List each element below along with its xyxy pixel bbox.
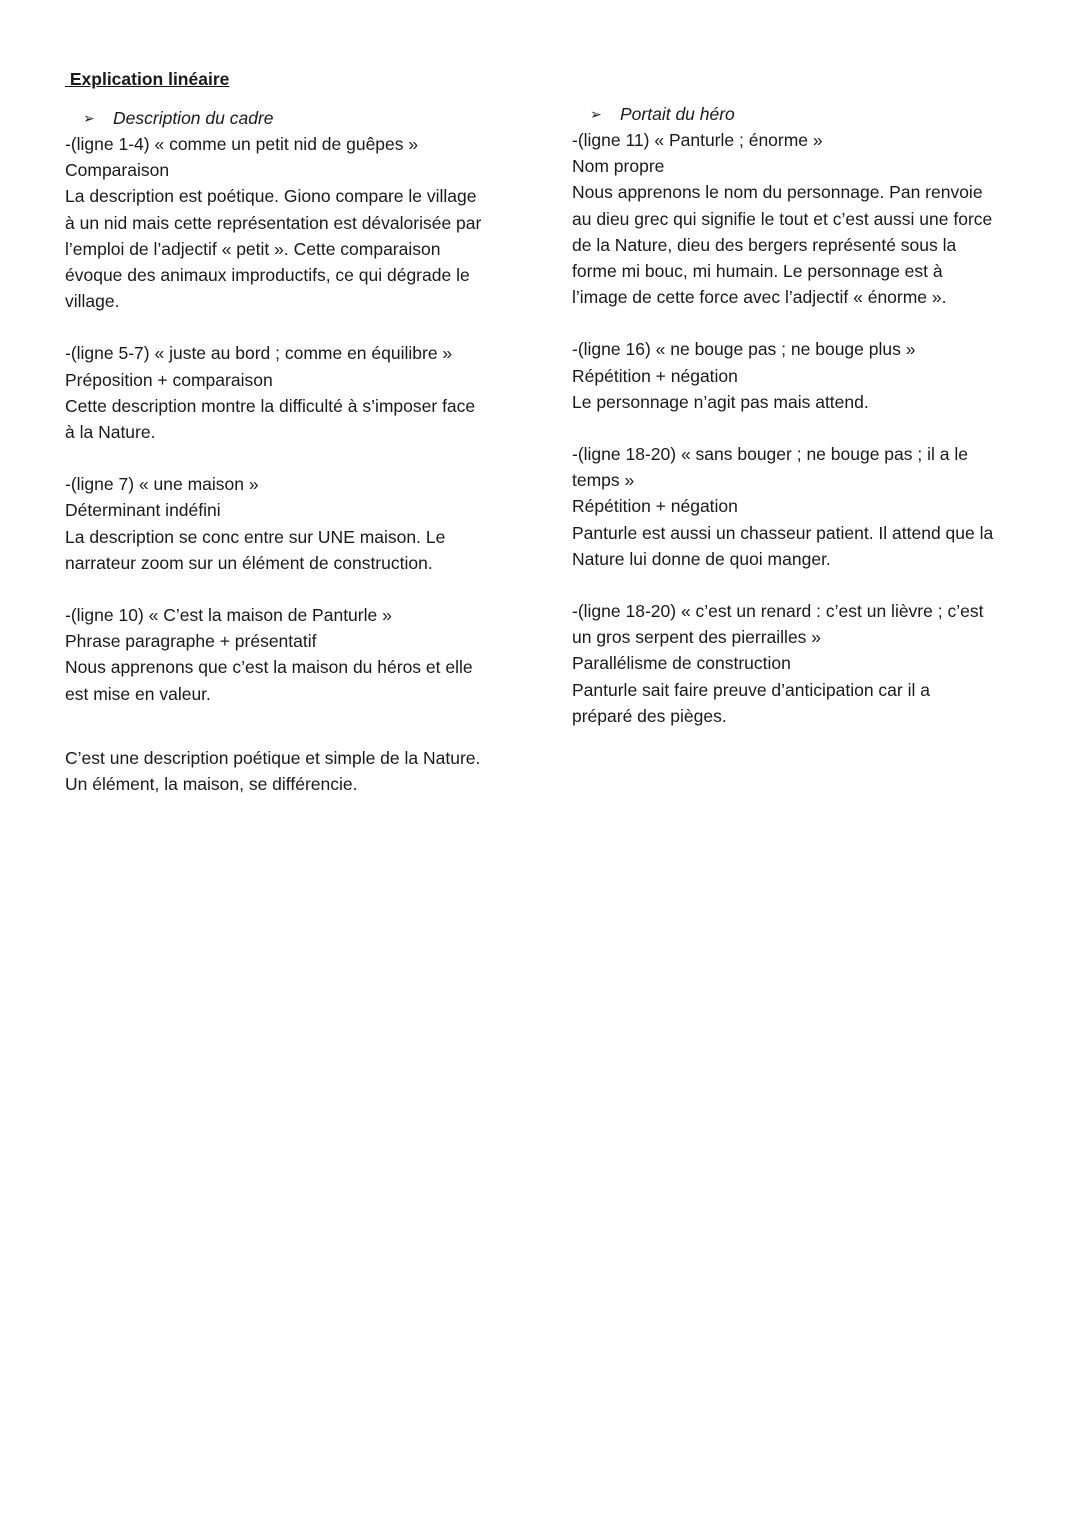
section-heading-heros — [572, 101, 1022, 127]
analysis-line: préparé des pièges. — [572, 705, 727, 726]
analysis-line: La description est poétique. Giono compare le village — [65, 186, 477, 207]
analysis-block — [572, 441, 1022, 572]
right-column — [572, 101, 1022, 729]
analysis-line: évoque des animaux improductifs, ce qui dégrade le — [65, 265, 470, 286]
figure-label: Préposition + comparaison — [65, 369, 273, 390]
section-heading-label: Description du cadre — [113, 108, 274, 128]
analysis-block — [65, 471, 515, 576]
citation: -(ligne 7) « une maison » — [65, 474, 259, 495]
figure-label: Parallélisme de construction — [572, 653, 791, 674]
analysis-block — [572, 127, 1022, 310]
analysis-line: Panturle est aussi un chasseur patient. Il attend que la — [572, 522, 994, 543]
analysis-line: à un nid mais cette représentation est dévalorisée par — [65, 212, 482, 233]
figure-label: Déterminant indéfini — [65, 500, 221, 521]
arrow-bullet-icon: ➢ — [83, 110, 95, 126]
analysis-line: forme mi bouc, mi humain. Le personnage est à — [572, 261, 943, 282]
conclusion — [65, 745, 515, 797]
analysis-line: Nature lui donne de quoi manger. — [572, 548, 831, 569]
figure-label: Comparaison — [65, 160, 170, 181]
analysis-line: à la Nature. — [65, 422, 156, 443]
analysis-line: Le personnage n’agit pas mais attend. — [572, 391, 869, 412]
page-title: Explication linéaire — [65, 69, 230, 89]
conclusion-line: Un élément, la maison, se différencie. — [65, 774, 358, 795]
analysis-block — [572, 598, 1022, 729]
figure-label: Répétition + négation — [572, 365, 738, 386]
figure-label: Répétition + négation — [572, 496, 738, 517]
analysis-line: Nous apprenons que c’est la maison du héros et elle — [65, 657, 473, 678]
analysis-line: La description se conc entre sur UNE maison. Le — [65, 526, 446, 547]
analysis-block — [65, 340, 515, 445]
conclusion-line: C’est une description poétique et simple de la Nature. — [65, 747, 481, 768]
citation: temps » — [572, 470, 635, 491]
citation: -(ligne 11) « Panturle ; énorme » — [572, 130, 823, 150]
citation: un gros serpent des pierrailles » — [572, 627, 822, 648]
figure-label: Phrase paragraphe + présentatif — [65, 631, 317, 652]
left-column — [65, 105, 515, 797]
analysis-line: est mise en valeur. — [65, 683, 211, 704]
analysis-block — [572, 336, 1022, 415]
section-heading-cadre — [65, 105, 515, 131]
citation: -(ligne 1-4) « comme un petit nid de guêpes » — [65, 134, 419, 154]
analysis-line: au dieu grec qui signifie le tout et c’est aussi une force — [572, 208, 993, 229]
citation: -(ligne 18-20) « sans bouger ; ne bouge pas ; il a le — [572, 444, 968, 465]
figure-label: Nom propre — [572, 156, 665, 177]
arrow-bullet-icon: ➢ — [590, 106, 602, 122]
analysis-line: Panturle sait faire preuve d’anticipation car il a — [572, 679, 930, 700]
citation: -(ligne 5-7) « juste au bord ; comme en équilibre » — [65, 343, 453, 364]
section-heading-label: Portait du héro — [620, 104, 735, 124]
analysis-line: l’image de cette force avec l’adjectif « énorme ». — [572, 287, 947, 308]
analysis-line: Cette description montre la difficulté à s’imposer face — [65, 395, 476, 416]
analysis-block — [65, 602, 515, 707]
analysis-line: narrateur zoom sur un élément de construction. — [65, 552, 433, 573]
citation: -(ligne 16) « ne bouge pas ; ne bouge plus » — [572, 339, 916, 360]
citation: -(ligne 10) « C’est la maison de Panturle » — [65, 605, 392, 626]
analysis-line: l’emploi de l’adjectif « petit ». Cette comparaison — [65, 238, 441, 259]
analysis-line: de la Nature, dieu des bergers représenté sous la — [572, 234, 957, 255]
analysis-line: Nous apprenons le nom du personnage. Pan renvoie — [572, 182, 983, 203]
citation: -(ligne 18-20) « c’est un renard : c’est un lièvre ; c’est — [572, 601, 984, 622]
analysis-line: village. — [65, 291, 120, 312]
analysis-block — [65, 131, 515, 314]
